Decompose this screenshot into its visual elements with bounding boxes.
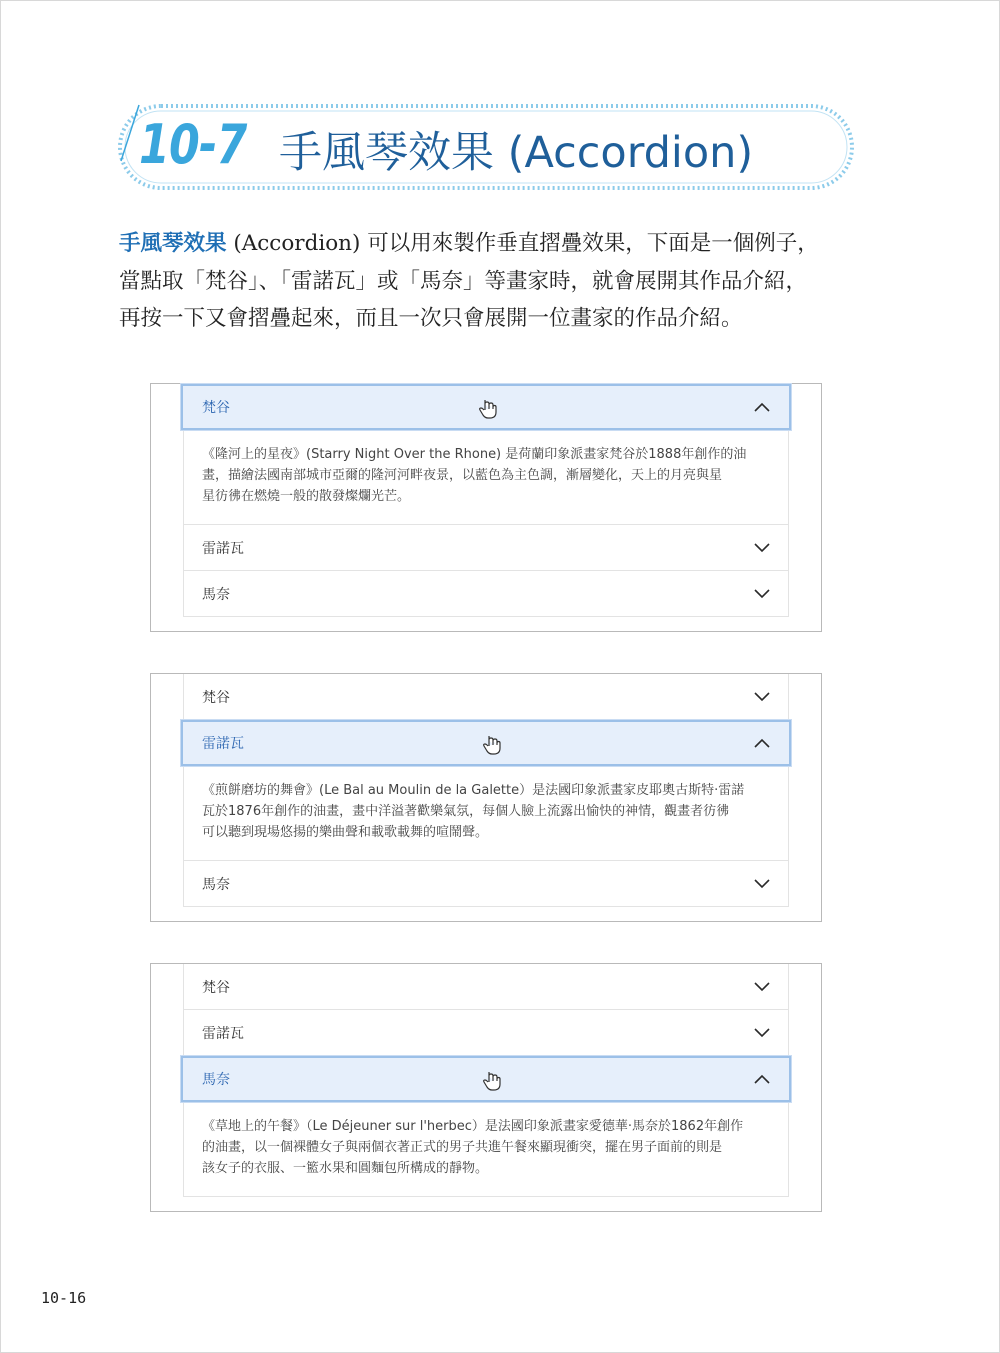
- accordion-header-label: 雷諾瓦: [202, 736, 244, 752]
- chevron-up-icon: [754, 738, 770, 748]
- chevron-up-icon: [754, 402, 770, 412]
- accordion-header-manet[interactable]: [184, 571, 788, 617]
- chevron-down-icon: [754, 589, 770, 599]
- accordion-header-renoir[interactable]: [184, 525, 788, 571]
- accordion-demo-3: [150, 963, 822, 1212]
- accordion-header-label: 雷諾瓦: [202, 540, 244, 557]
- panel-text-line: 《隆河上的星夜》(Starry Night Over the Rhone) 是荷蘭印象派畫家梵谷於1888年創作的油: [202, 447, 747, 462]
- chevron-down-icon: [754, 692, 770, 702]
- hand-cursor-icon: [483, 1070, 501, 1092]
- panel-text-line: 畫，描繪法國南部城市亞爾的隆河河畔夜景，以藍色為主色調，漸層變化，天上的月亮與星: [202, 468, 723, 483]
- chevron-down-icon: [754, 879, 770, 889]
- section-number: 10-7: [139, 113, 247, 176]
- panel-text-line: 可以聽到現場悠揚的樂曲聲和載歌載舞的喧鬧聲。: [202, 825, 489, 840]
- panel-text-line: 星彷彿在燃燒一般的散發燦爛光芒。: [202, 489, 411, 504]
- accordion-header-manet[interactable]: [184, 861, 788, 907]
- chevron-down-icon: [754, 982, 770, 992]
- accordion-header-renoir[interactable]: [181, 720, 791, 766]
- accordion-header-label: 梵谷: [202, 979, 230, 996]
- accordion: [183, 384, 789, 617]
- accordion-header-label: 馬奈: [202, 586, 230, 603]
- accordion-demo-1: [150, 383, 822, 632]
- accordion-header-vangogh[interactable]: [181, 384, 791, 430]
- panel-text-line: 的油畫，以一個裸體女子與兩個衣著正式的男子共進午餐來顯現衝突，擺在男子面前的則是: [202, 1140, 723, 1155]
- section-title: 手風琴效果 (Accordion): [279, 128, 754, 178]
- accordion: [183, 674, 789, 907]
- panel-text-line: 《草地上的午餐》（Le Déjeuner sur l'herbec）是法國印象派畫家愛德華·馬奈於1862年創作: [202, 1119, 744, 1134]
- panel-text-line: 瓦於1876年創作的油畫，畫中洋溢著歡樂氣氛，每個人臉上流露出愉快的神情，觀畫者彷彿: [202, 804, 730, 819]
- accordion-header-label: 馬奈: [202, 876, 230, 893]
- panel-text-line: 該女子的衣服、一籃水果和圓麵包所構成的靜物。: [202, 1161, 489, 1176]
- page-number: 10-16: [41, 1289, 87, 1307]
- intro-line-2: 當點取「梵谷」、「雷諾瓦」或「馬奈」等畫家時，就會展開其作品介紹，: [119, 268, 808, 294]
- slash-divider-icon: [117, 103, 141, 163]
- section-heading: [117, 103, 855, 191]
- intro-line-3: 再按一下又會摺疊起來，而且一次只會展開一位畫家的作品介紹。: [119, 306, 743, 331]
- accordion-panel-manet: [184, 1102, 788, 1197]
- accordion-header-label: 馬奈: [202, 1072, 230, 1088]
- accordion-header-label: 雷諾瓦: [202, 1025, 244, 1042]
- chevron-up-icon: [754, 1074, 770, 1084]
- intro-paragraph: [119, 225, 879, 338]
- chevron-down-icon: [754, 1028, 770, 1038]
- accordion-header-label: 梵谷: [202, 400, 230, 416]
- panel-text-line: 《煎餅磨坊的舞會》(Le Bal au Moulin de la Galette）是法國印象派畫家皮耶奧古斯特·雷諾: [202, 783, 745, 798]
- accordion: [183, 964, 789, 1197]
- intro-line-1: (Accordion) 可以用來製作垂直摺疊效果，下面是一個例子，: [226, 231, 819, 256]
- hand-cursor-icon: [479, 398, 497, 420]
- accordion-header-vangogh[interactable]: [184, 964, 788, 1010]
- accordion-header-vangogh[interactable]: [184, 674, 788, 720]
- intro-highlight: 手風琴效果: [119, 231, 227, 256]
- accordion-header-manet[interactable]: [181, 1056, 791, 1102]
- hand-cursor-icon: [483, 734, 501, 756]
- accordion-demo-2: [150, 673, 822, 922]
- accordion-header-label: 梵谷: [202, 689, 230, 706]
- accordion-panel-vangogh: [184, 430, 788, 525]
- chevron-down-icon: [754, 543, 770, 553]
- accordion-panel-renoir: [184, 766, 788, 861]
- accordion-header-renoir[interactable]: [184, 1010, 788, 1056]
